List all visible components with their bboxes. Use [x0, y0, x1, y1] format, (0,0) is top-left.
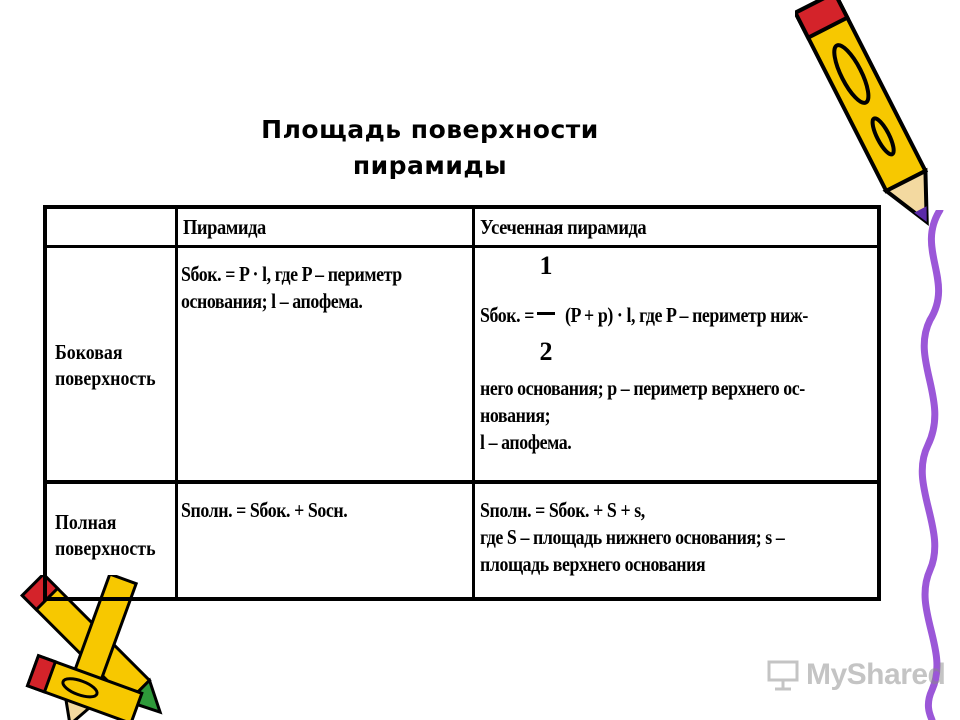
truncated-total-formula — [480, 497, 784, 578]
presentation-board-icon — [766, 658, 800, 692]
slide-title — [230, 112, 630, 184]
wavy-decor-line — [900, 210, 960, 720]
title-line-2: пирамиды — [352, 151, 508, 180]
pencil-icon — [795, 0, 945, 230]
fraction-numerator: 1 — [539, 251, 553, 280]
row-label-line: Полная — [55, 510, 117, 534]
pyramid-total-formula: Sполн. = Sбок. + Sосн. — [181, 498, 348, 522]
row-label-lateral — [55, 339, 156, 391]
myshared-logo — [766, 655, 945, 695]
row-label-line: поверхность — [55, 366, 156, 390]
pyramid-lateral-formula — [181, 261, 402, 315]
header-col3: Усеченная пирамида — [480, 215, 647, 239]
row-divider — [47, 480, 877, 484]
truncated-lateral-rhs: (P + p) · l, где P – периметр ниж- — [565, 303, 808, 327]
row-label-total — [55, 509, 156, 561]
formula-line: Sполн. = Sбок. + S + s, — [480, 498, 645, 522]
formula-line: нования; — [480, 403, 551, 427]
row-divider — [47, 245, 877, 248]
column-divider — [175, 209, 178, 597]
formula-table — [43, 205, 881, 601]
row-label-line: Боковая — [55, 340, 123, 364]
logo-text: MyShared — [806, 658, 946, 691]
column-divider — [472, 209, 475, 597]
fraction-bar — [537, 312, 555, 315]
formula-line: l – апофема. — [480, 430, 572, 454]
truncated-lateral-rest — [480, 375, 805, 456]
row-label-line: поверхность — [55, 536, 156, 560]
formula-line: основания; l – апофема. — [181, 289, 363, 313]
formula-line: него основания; p – периметр верхнего ос- — [480, 376, 805, 400]
formula-line: где S – площадь нижнего основания; s – — [480, 525, 785, 549]
fraction-denominator: 2 — [539, 337, 553, 366]
formula-line: Sбок. = P · l, где P – периметр — [181, 262, 402, 286]
truncated-lateral-lhs: Sбок. = — [480, 303, 534, 327]
header-col2: Пирамида — [183, 215, 266, 239]
formula-line: площадь верхнего основания — [480, 552, 706, 576]
title-line-1: Площадь поверхности — [261, 115, 599, 144]
